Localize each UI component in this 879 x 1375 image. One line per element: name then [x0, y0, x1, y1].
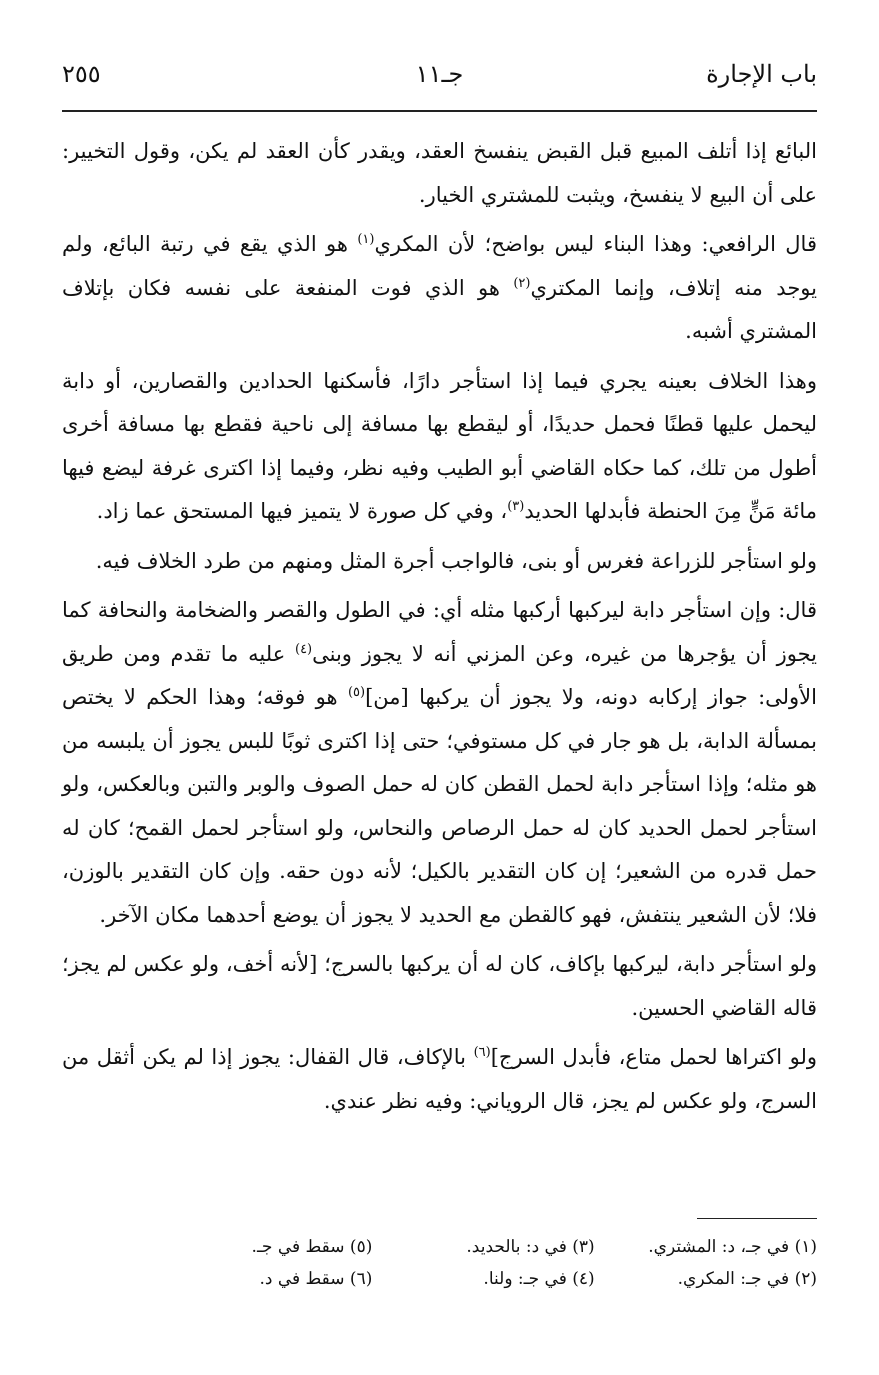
footnote-4: (٤) في جـ: ولنا. [483, 1269, 595, 1289]
body-text [62, 130, 817, 1129]
paragraph-text: البائع إذا أتلف المبيع قبل القبض ينفسخ العقد، ويقدر كأن العقد لم يكن، وقول التخيير: على أن البيع لا ينفسخ، ويثبت للمشتري الخيار. [62, 139, 817, 207]
paragraph-text: بالإكاف، قال القفال: يجوز إذا لم يكن أثقل من السرج، ولو عكس لم يجز، قال الروياني: وفيه نظر عندي. [62, 1045, 817, 1113]
paragraph-text: هو الذي يقع في رتبة البائع، ولم يوجد منه إتلاف، وإنما المكتري [62, 232, 817, 300]
footnote-ref-5: (٥) [347, 685, 366, 700]
footnote-ref-4: (٤) [294, 641, 313, 657]
footnote-divider [697, 1218, 817, 1219]
paragraph-text: هو فوقه؛ وهذا الحكم لا يختص بمسألة الدابة، بل هو جار في كل مستوفي؛ حتى إذا اكترى ثوبًا للبس يجوز أن يلبسه من هو مثله؛ وإذا استأجر دابة لحمل القطن كان له حمل الصوف والوبر والتبن وبالعكس، ولو استأجر لحمل الحديد كان له حمل الرصاص والنحاس، ولو استأجر لحمل القمح؛ كان له حمل قدره من الشعير؛ إن كان التقدير بالكيل؛ لأنه دون حقه. وإن كان التقدير بالوزن، فلا؛ لأن الشعير ينتفش، فهو كالقطن مع الحديد لا يجوز أن يوضع أحدهما مكان الآخر. [62, 685, 817, 927]
footnote-3: (٣) في د: بالحديد. [466, 1237, 595, 1257]
paragraph-text: ، وفي كل صورة لا يتميز فيها المستحق عما زاد. [96, 499, 508, 523]
footnote-5: (٥) سقط في جـ. [251, 1237, 373, 1257]
paragraph-text: قال الرافعي: وهذا البناء ليس بواضح؛ لأن المكري [374, 232, 817, 256]
paragraph-text: ولو استأجر للزراعة فغرس أو بنى، فالواجب أجرة المثل ومنهم من طرد الخلاف فيه. [95, 548, 817, 573]
header-divider [62, 110, 817, 112]
paragraph-1 [62, 130, 817, 217]
footnote-ref-1: (١) [357, 232, 375, 247]
paragraph-text: وهذا الخلاف بعينه يجري فيما إذا استأجر دارًا، فأسكنها الحدادين والقصارين، أو دابة ليحمل عليها قطنًا فحمل حديدًا، أو ليقطع بها مسافة إلى ناحية فقطع بها مسافة أخرى أطول من تلك، كما حكاه القاضي أبو الطيب وفيه نظر، وفيما إذا اكترى غرفة ليضع فيها مائة مَنٍّ مِنَ الحنطة فأبدلها الحديد [62, 368, 817, 523]
paragraph-text: ولو اكتراها لحمل متاع، فأبدل السرج] [490, 1045, 817, 1069]
footnote-2: (٢) في جـ: المكري. [677, 1269, 817, 1289]
footnote-ref-6: (٦) [473, 1045, 491, 1060]
footnotes [170, 1234, 817, 1292]
footnote-6: (٦) سقط في د. [259, 1269, 373, 1289]
paragraph-4 [62, 540, 817, 584]
paragraph-6 [62, 943, 817, 1030]
page-number: ٢٥٥ [62, 60, 101, 88]
paragraph-text: قال: وإن استأجر دابة ليركبها أركبها مثله أي: في الطول والقصر والضخامة والنحافة كما يجوز أن يؤجرها من غيره، وعن المزني أنه لا يجوز وبنى [62, 598, 817, 666]
paragraph-3 [62, 360, 817, 534]
footnote-1: (١) في جـ، د: المشتري. [648, 1237, 817, 1257]
paragraph-text: هو الذي فوت المنفعة على نفسه فكان بإتلاف المشتري أشبه. [62, 275, 817, 343]
running-header [62, 60, 817, 100]
paragraph-text: عليه ما تقدم ومن طريق الأولى: جواز إركابه دونه، ولا يجوز أن يركبها [من] [62, 641, 817, 709]
paragraph-text: ولو استأجر دابة، ليركبها بإكاف، كان له أن يركبها بالسرج؛ [لأنه أخف، ولو عكس لم يجز؛ قاله القاضي الحسين. [62, 952, 817, 1020]
footnote-ref-2: (٢) [513, 275, 531, 291]
paragraph-7 [62, 1036, 817, 1123]
paragraph-2 [62, 223, 817, 354]
paragraph-5 [62, 589, 817, 937]
footnote-ref-3: (٣) [507, 499, 525, 514]
chapter-title: باب الإجارة [706, 60, 817, 88]
volume-label: جـ١١ [415, 60, 464, 88]
